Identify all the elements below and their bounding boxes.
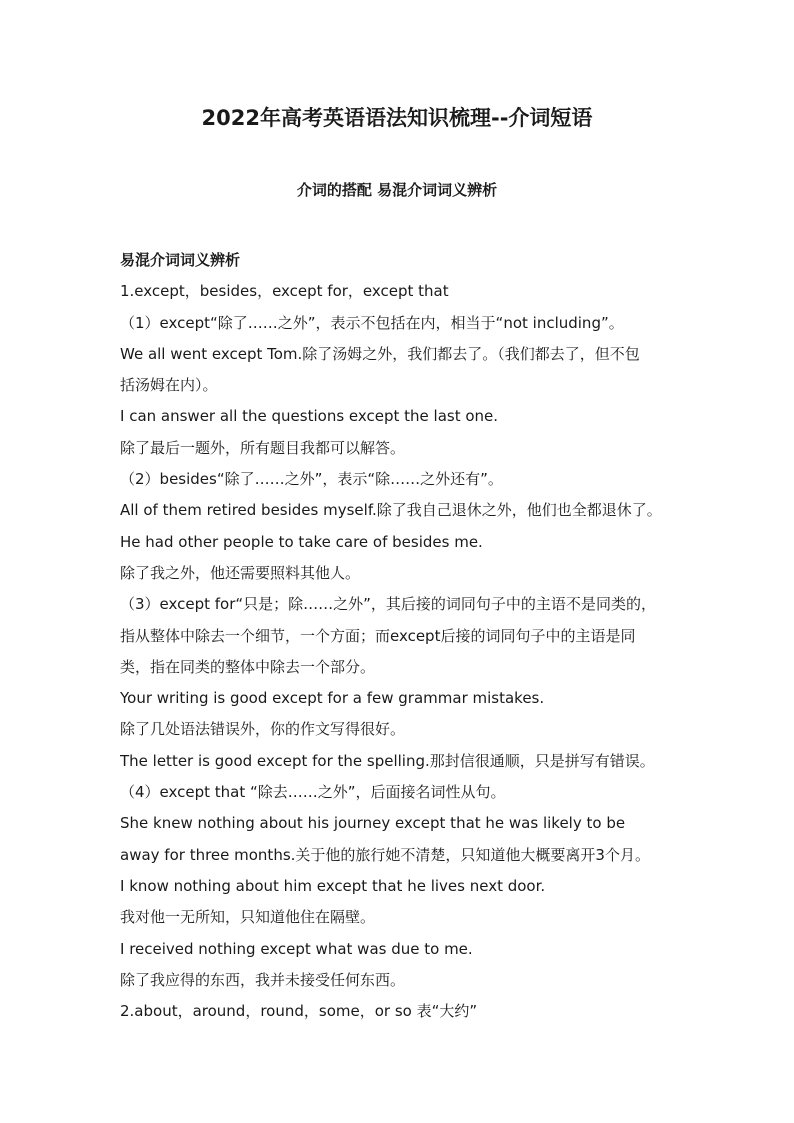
body-text-line: 除了几处语法错误外，你的作文写得很好。 <box>120 720 406 739</box>
body-text-line: （1）except“除了……之外”，表示不包括在内，相当于“not including”。 <box>120 313 624 332</box>
body-text-line: 类，指在同类的整体中除去一个部分。 <box>120 657 376 676</box>
body-text-line: He had other people to take care of besides me. <box>120 532 483 551</box>
body-text-line: 除了最后一题外，所有题目我都可以解答。 <box>120 438 406 457</box>
body-text-line: I received nothing except what was due to me. <box>120 939 473 958</box>
body-text-line: Your writing is good except for a few grammar mistakes. <box>120 689 545 708</box>
document-body <box>120 245 680 1027</box>
body-text-line: She knew nothing about his journey except that he was likely to be <box>120 814 626 833</box>
body-text-line: （2）besides“除了……之外”，表示“除……之外还有”。 <box>120 470 503 489</box>
body-text-line: 我对他一无所知，只知道他住在隔壁。 <box>120 908 376 927</box>
body-text-line: We all went except Tom.除了汤姆之外，我们都去了。（我们都去了，但不包 <box>120 344 640 363</box>
body-text-line: The letter is good except for the spelling.那封信很通顺，只是拼写有错误。 <box>120 751 655 770</box>
section-heading: 易混介词词义辨析 <box>120 251 241 269</box>
body-text-line: 2.about，around，round，some，or so 表“大约” <box>120 1002 478 1021</box>
body-text-line: 指从整体中除去一个细节，一个方面；而except后接的词同句子中的主语是同 <box>120 626 636 645</box>
body-text-line: 括汤姆在内）。 <box>120 376 218 395</box>
body-text-line: （3）except for“只是；除……之外”，其后接的词同句子中的主语不是同类的， <box>120 595 656 614</box>
document-title: 2022年高考英语语法知识梳理--介词短语 <box>201 106 593 130</box>
body-text-line: All of them retired besides myself.除了我自己退休之外，他们也全都退休了。 <box>120 501 662 520</box>
body-text-line: 除了我之外，他还需要照料其他人。 <box>120 563 361 582</box>
body-text-line: away for three months.关于他的旅行她不清楚，只知道他大概要离开3个月。 <box>120 845 650 864</box>
body-text-line: 1.except，besides，except for，except that <box>120 282 449 301</box>
body-text-line: 除了我应得的东西，我并未接受任何东西。 <box>120 970 406 989</box>
document-subtitle: 介词的搭配 易混介词词义辨析 <box>296 181 498 199</box>
body-text-line: I can answer all the questions except the last one. <box>120 407 499 426</box>
body-text-line: （4）except that “除去……之外”，后面接名词性从句。 <box>120 783 506 802</box>
body-text-line: I know nothing about him except that he lives next door. <box>120 876 546 895</box>
